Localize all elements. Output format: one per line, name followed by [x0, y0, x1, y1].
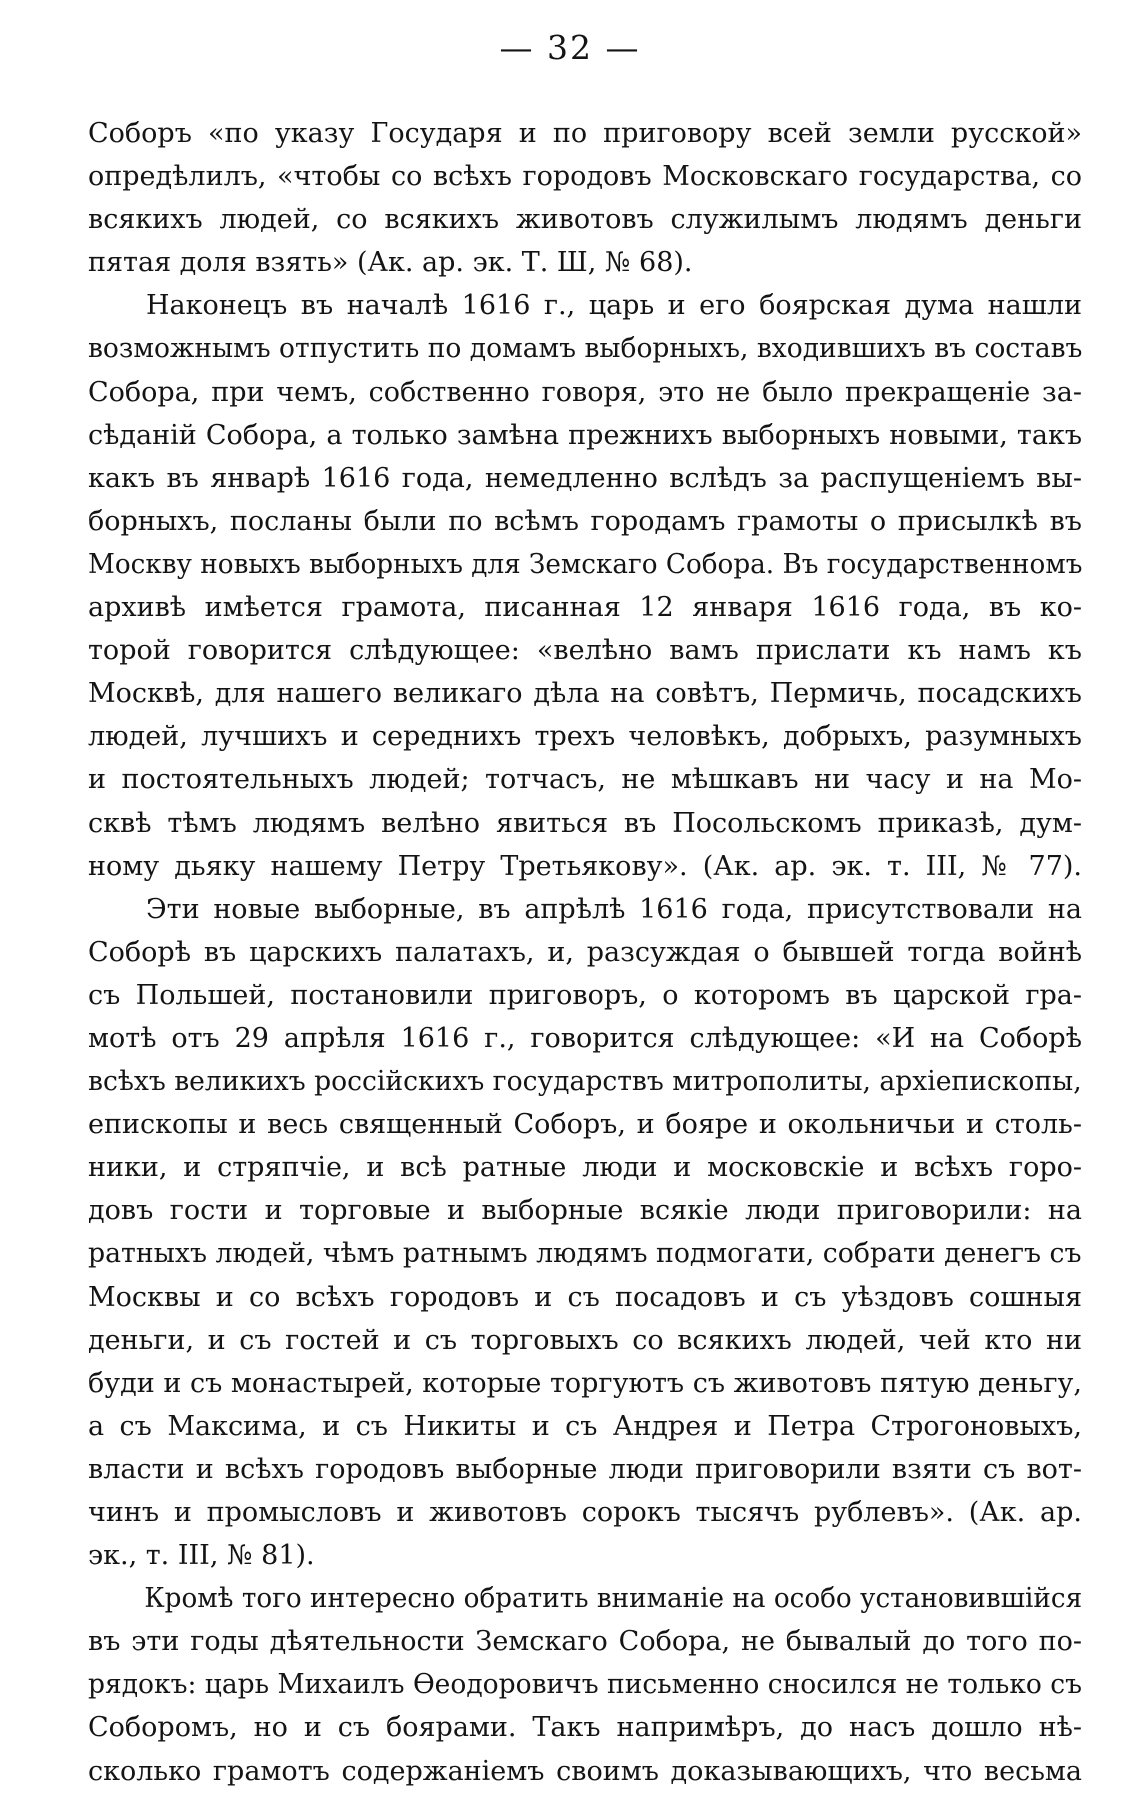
- text-line: ратныхъ людей, чѣмъ ратнымъ людямъ подмогати, собрати денегъ съ: [88, 1238, 1082, 1270]
- text-line: буди и съ монастырей, которые торгуютъ съ животовъ пятую деньгу,: [88, 1367, 1082, 1399]
- text-line: сѣданій Собора, а только замѣна прежнихъ выборныхъ новыми, такъ: [88, 419, 1082, 451]
- text-line: архивѣ имѣется грамота, писанная 12 января 1616 года, въ ко-: [88, 592, 1082, 624]
- text-line: Москвы и со всѣхъ городовъ и съ посадовъ и съ уѣздовъ сошныя: [88, 1281, 1082, 1313]
- text-line: Соборѣ въ царскихъ палатахъ, и, разсуждая о бывшей тогда войнѣ: [88, 936, 1082, 968]
- text-line: торой говорится слѣдующее: «велѣно вамъ прислати къ намъ къ: [88, 635, 1082, 667]
- text-line: Москву новыхъ выборныхъ для Земскаго Собора. Въ государственномъ: [88, 548, 1083, 580]
- text-line: Соборъ «по указу Государя и по приговору всей земли русской»: [88, 118, 1082, 149]
- text-line: сколько грамотъ содержаніемъ своимъ доказывающихъ, что весьма: [88, 1755, 1082, 1787]
- text-line: а съ Максима, и съ Никиты и съ Андрея и Петра Строгоновыхъ,: [88, 1410, 1082, 1442]
- paragraph-3: [88, 888, 1082, 1578]
- text-line: чинъ и промысловъ и животовъ сорокъ тысячъ рублевъ». (Ак. ар.: [88, 1497, 1082, 1528]
- text-line: борныхъ, посланы были по всѣмъ городамъ грамоты о присылкѣ въ: [88, 505, 1082, 537]
- text-line: епископы и весь священный Соборъ, и бояре и окольничьи и столь-: [88, 1109, 1082, 1141]
- text-line: съ Польшей, постановили приговоръ, о которомъ въ царской гра-: [88, 979, 1082, 1011]
- text-line: Наконецъ въ началѣ 1616 г., царь и его боярская дума нашли: [146, 290, 1082, 322]
- text-line: Собора, при чемъ, собственно говоря, это не было прекращеніе за-: [88, 376, 1082, 408]
- text-line: всякихъ людей, со всякихъ животовъ служилымъ людямъ деньги: [88, 204, 1082, 236]
- paragraph-1: [88, 112, 1082, 284]
- paragraph-2: [88, 284, 1082, 887]
- text-line: людей, лучшихъ и середнихъ трехъ человѣкъ, добрыхъ, разумныхъ: [88, 721, 1082, 753]
- text-line: пятая доля взять» (Ак. ар. эк. Т. Ш, № 68).: [88, 247, 693, 279]
- text-line: мотѣ отъ 29 апрѣля 1616 г., говорится слѣдующее: «И на Соборѣ: [88, 1022, 1082, 1054]
- text-line: Соборомъ, но и съ боярами. Такъ напримѣръ, до насъ дошло нѣ-: [88, 1712, 1082, 1744]
- text-block: [88, 112, 1082, 1793]
- text-line: эк., т. III, № 81).: [88, 1540, 315, 1572]
- text-line: и постоятельныхъ людей; тотчасъ, не мѣшкавъ ни часу и на Мо-: [88, 764, 1082, 796]
- text-line: всѣхъ великихъ россійскихъ государствъ митрополиты, архіепископы,: [88, 1066, 1082, 1098]
- text-line: ники, и стряпчіе, и всѣ ратные люди и московскіе и всѣхъ горо-: [88, 1152, 1082, 1184]
- text-line: ному дьяку нашему Петру Третьякову». (Ак. ар. эк. т. III, № 77).: [88, 850, 1082, 882]
- text-line: власти и всѣхъ городовъ выборные люди приговорили взяти съ вот-: [88, 1453, 1082, 1485]
- text-line: Москвѣ, для нашего великаго дѣла на совѣтъ, Пермичь, посадскихъ: [88, 678, 1082, 710]
- paragraph-4: [88, 1577, 1082, 1792]
- text-line: какъ въ январѣ 1616 года, немедленно вслѣдъ за распущеніемъ вы-: [88, 462, 1082, 494]
- text-line: Эти новые выборные, въ апрѣлѣ 1616 года, присутствовали на: [146, 893, 1082, 925]
- page-number: — 32 —: [499, 28, 641, 67]
- text-line: довъ гости и торговые и выборные всякіе люди приговорили: на: [88, 1195, 1082, 1227]
- text-line: Кромѣ того интересно обратить вниманіе на особо установившійся: [144, 1583, 1083, 1615]
- text-line: сквѣ тѣмъ людямъ велѣно явиться въ Посольскомъ приказѣ, дум-: [88, 807, 1082, 839]
- text-line: возможнымъ отпустить по домамъ выборныхъ, входившихъ въ составъ: [88, 333, 1083, 365]
- text-line: рядокъ: царь Михаилъ Ѳеодоровичъ письменно сносился не только съ: [88, 1669, 1083, 1701]
- text-line: опредѣлилъ, «чтобы со всѣхъ городовъ Московскаго государства, со: [88, 161, 1082, 193]
- text-line: деньги, и съ гостей и съ торговыхъ со всякихъ людей, чей кто ни: [88, 1324, 1082, 1356]
- text-line: въ эти годы дѣятельности Земскаго Собора, не бывалый до того по-: [88, 1626, 1082, 1658]
